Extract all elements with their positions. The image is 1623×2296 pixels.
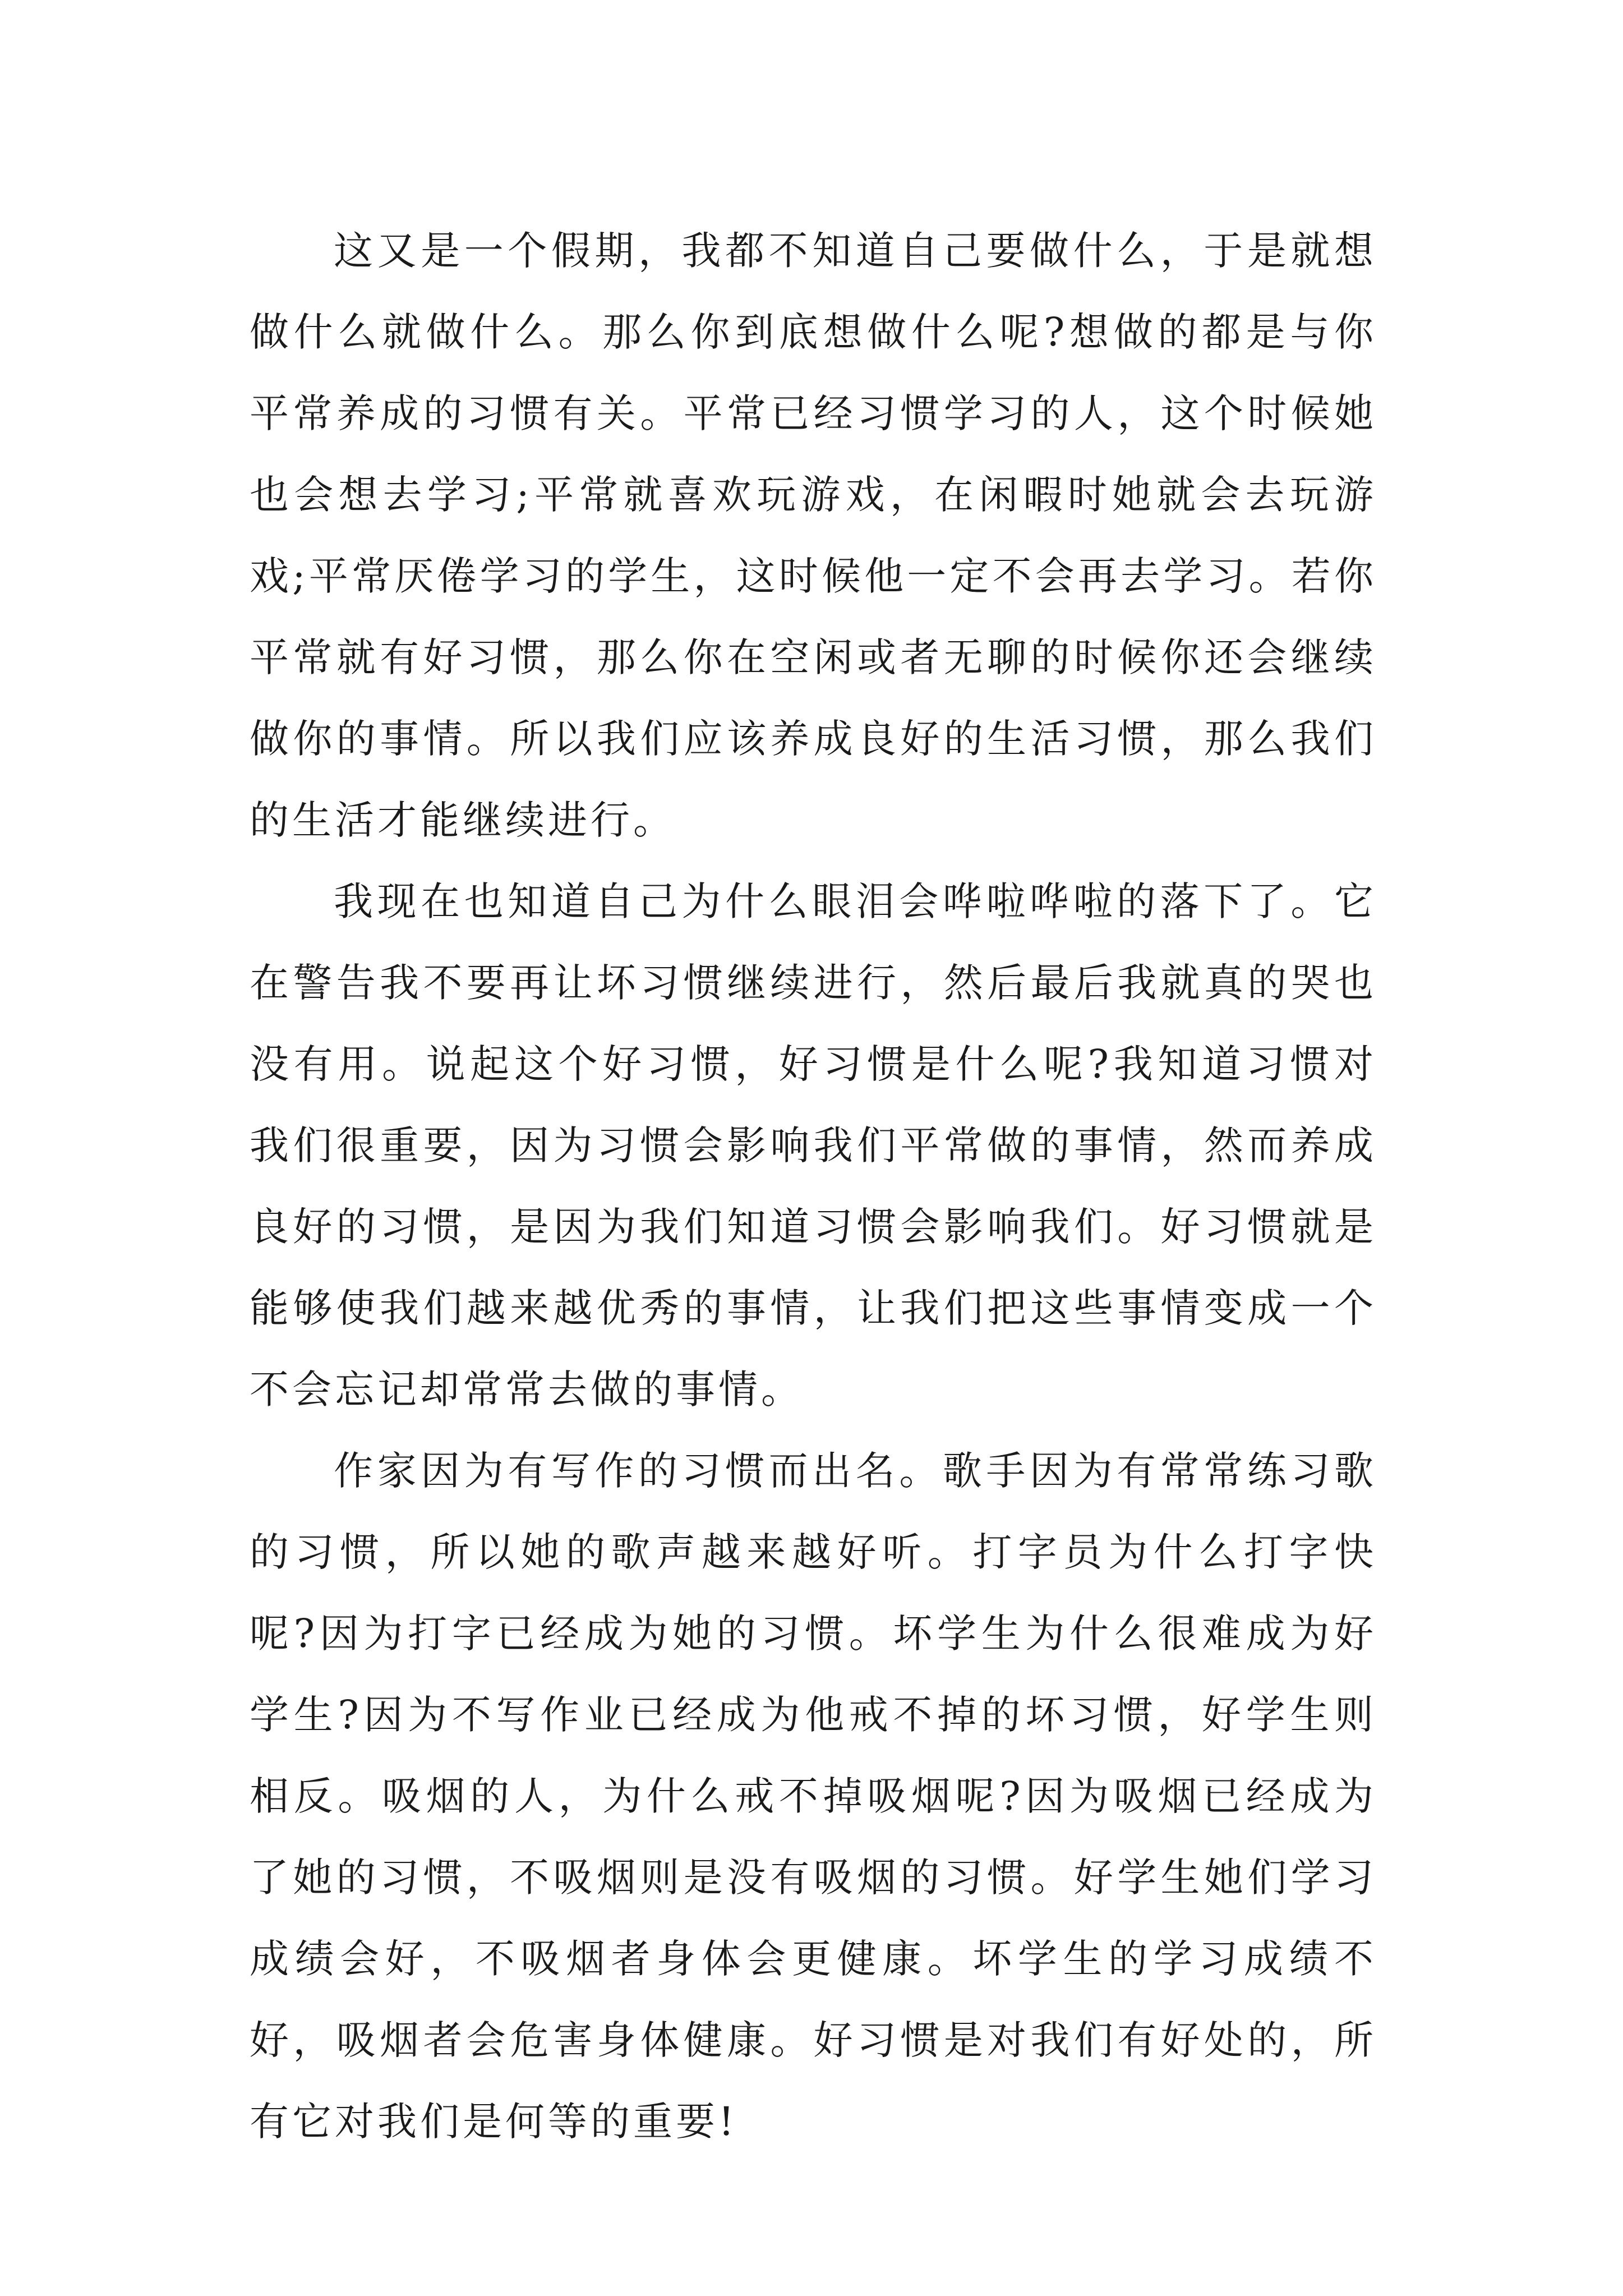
paragraph-2: 我现在也知道自己为什么眼泪会哗啦哗啦的落下了。它在警告我不要再让坏习惯继续进行，然后最后我就真的哭也没有用。说起这个好习惯，好习惯是什么呢?我知道习惯对我们很重要，因为习惯会影响我们平常做的事情，然而养成良好的习惯，是因为我们知道习惯会影响我们。好习惯就是能够使我们越来越优秀的事情，让我们把这些事情变成一个不会忘记却常常去做的事情。	[250, 878, 1377, 1412]
paragraph-3: 作家因为有写作的习惯而出名。歌手因为有常常练习歌的习惯，所以她的歌声越来越好听。打字员为什么打字快呢?因为打字已经成为她的习惯。坏学生为什么很难成为好学生?因为不写作业已经成为他戒不掉的坏习惯，好学生则相反。吸烟的人，为什么戒不掉吸烟呢?因为吸烟已经成为了她的习惯，不吸烟则是没有吸烟的习惯。好学生她们学习成绩会好，不吸烟者身体会更健康。坏学生的学习成绩不好，吸烟者会危害身体健康。好习惯是对我们有好处的，所有它对我们是何等的重要!	[250, 1448, 1377, 2145]
document-body	[250, 210, 1377, 2162]
paragraph-1: 这又是一个假期，我都不知道自己要做什么，于是就想做什么就做什么。那么你到底想做什么呢?想做的都是与你平常养成的习惯有关。平常已经习惯学习的人，这个时候她也会想去学习;平常就喜欢玩游戏，在闲暇时她就会去玩游戏;平常厌倦学习的学生，这时候他一定不会再去学习。若你平常就有好习惯，那么你在空闲或者无聊的时候你还会继续做你的事情。所以我们应该养成良好的生活习惯，那么我们的生活才能继续进行。	[250, 228, 1377, 843]
